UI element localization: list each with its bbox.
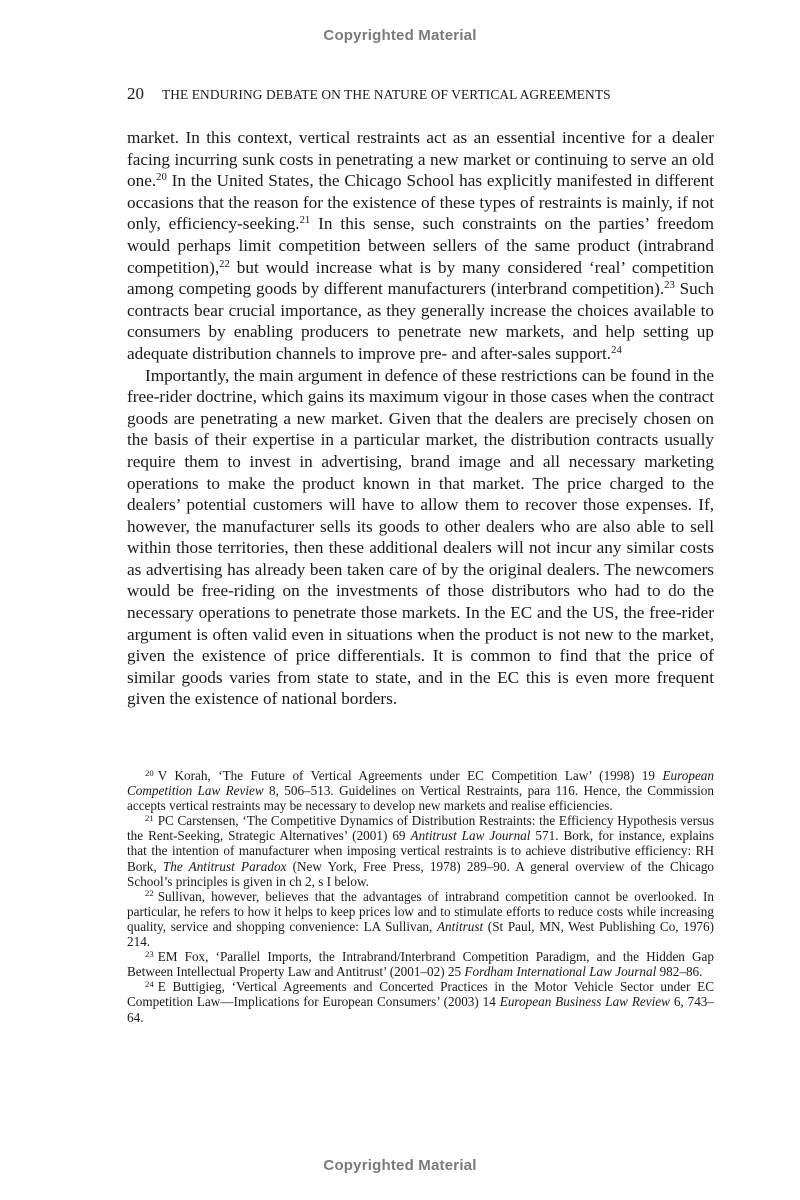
footnote: $^{23}$ EM Fox, ‘Parallel Imports, the Intrabrand/Interbrand Competition Paradigm, and the Hidden Gap Between Intellectual Property Law and Antitrust’ (2001–02) 25 Fordham International Law Journal 982–86. [127,948,714,980]
footnotes [127,768,714,1025]
footnote-reference: 20 [156,172,167,184]
italic-title: The Antitrust Paradox [162,858,287,874]
footnote-reference: 23 [664,280,675,292]
footnote-number: 22 [145,888,154,899]
body-paragraph: Importantly, the main argument in defence of these restrictions can be found in the free-rider doctrine, which gains its maximum vigour in those cases when the contract goods are penetrating a new market. Given that the dealers are precisely chosen on the basis of their expertise in a particular market, the distribution contracts usually require them to invest in advertising, brand image and all necessary marketing operations to make the product known in that market. The price charged to the dealers’ potential customers will have to allow them to recover those expenses. If, however, the manufacturer sells its goods to other dealers who are also able to sell within those territories, then these additional dealers will not incur any similar costs as advertising has already been taken care of by the original dealers. The newcomers would be free-riding on the investments of those distributors who had to do the necessary operations to penetrate those markets. In the EC and the US, the free-rider argument is often valid even in situations when the product is not new to the market, given the existence of price differentials. It is common to find that the price of similar goods varies from state to state, and in the EC this is even more frequent given the existence of national borders. [127,365,714,709]
footnote-number: 21 [145,812,154,823]
footnote-reference: 22 [219,258,230,270]
footnote: $^{21}$ PC Carstensen, ‘The Competitive Dynamics of Distribution Restraints: the Efficiency Hypothesis versus the Rent-Seeking, Strategic Alternatives’ (2001) 69 Antitrust Law Journal 571. Bork, for instance, explains that the intention of manufacturer when imposing vertical restraints is to achieve distributive efficiency: RH Bork, The Antitrust Paradox (New York, Free Press, 1978) 289–90. A general overview of the Chicago School’s principles is given in ch 2, s I below. [127,812,715,889]
running-head [127,84,727,104]
footnote: $^{20}$ V Korah, ‘The Future of Vertical Agreements under EC Competition Law’ (1998) 19 European Competition Law Review 8, 506–513. Guidelines on Vertical Restraints, para 116. Hence, the Commission accepts vertical restraints may be necessary to develop new markets and realise efficiencies. [127,767,714,814]
footnote: $^{22}$ Sullivan, however, believes that the advantages of intrabrand competition cannot be overlooked. In particular, he refers to how it helps to keep prices low and to stimulate efforts to reduce costs while increasing quality, service and shopping convenience: LA Sullivan, Antitrust (St Paul, MN, West Publishing Co, 1976) 214. [127,888,715,950]
footnote-number: 24 [145,978,154,989]
chapter-running-title: THE ENDURING DEBATE ON THE NATURE OF VERTICAL AGREEMENTS [162,87,611,102]
italic-title: Antitrust [436,918,484,934]
body-paragraph: market. In this context, vertical restraints act as an essential incentive for a dealer facing incurring sunk costs in penetrating a new market or continuing to serve an old one.$^{20}$ In the United States, the Chicago School has explicitly manifested in different occasions that the reason for the existence of these types of restraints is mainly, if not only, efficiency-seeking.$^{21}$ In this sense, such constraints on the parties’ freedom would perhaps limit competition between sellers of the same product (intrabrand competition),$^{22}$ but would increase what is by many considered ‘real’ competition among competing goods by different manufacturers (interbrand competition).$^{23}$ Such contracts bear crucial importance, as they generally increase the choices available to consumers by enabling producers to penetrate new markets, and help setting up adequate distribution channels to improve pre- and after-sales support.$^{24}$ [127,128,714,363]
italic-title: Antitrust Law Journal [410,828,531,844]
italic-title: European Competition Law Review [127,768,714,799]
body-text [127,127,714,710]
footnote-reference: 21 [299,215,311,227]
copyright-watermark-top: Copyrighted Material [323,27,477,44]
footnote-number: 23 [145,948,154,959]
page-number: 20 [127,84,144,103]
footnote-reference: 24 [611,345,622,357]
copyright-watermark-bottom: Copyrighted Material [323,1157,477,1174]
italic-title: Fordham International Law Journal [464,964,657,980]
italic-title: European Business Law Review [499,994,670,1010]
footnote-number: 20 [145,767,154,778]
footnote: $^{24}$ E Buttigieg, ‘Vertical Agreements and Concerted Practices in the Motor Vehicle Sector under EC Competition Law—Implications for European Consumers’ (2003) 14 European Business Law Review 6, 743–64. [127,978,714,1025]
